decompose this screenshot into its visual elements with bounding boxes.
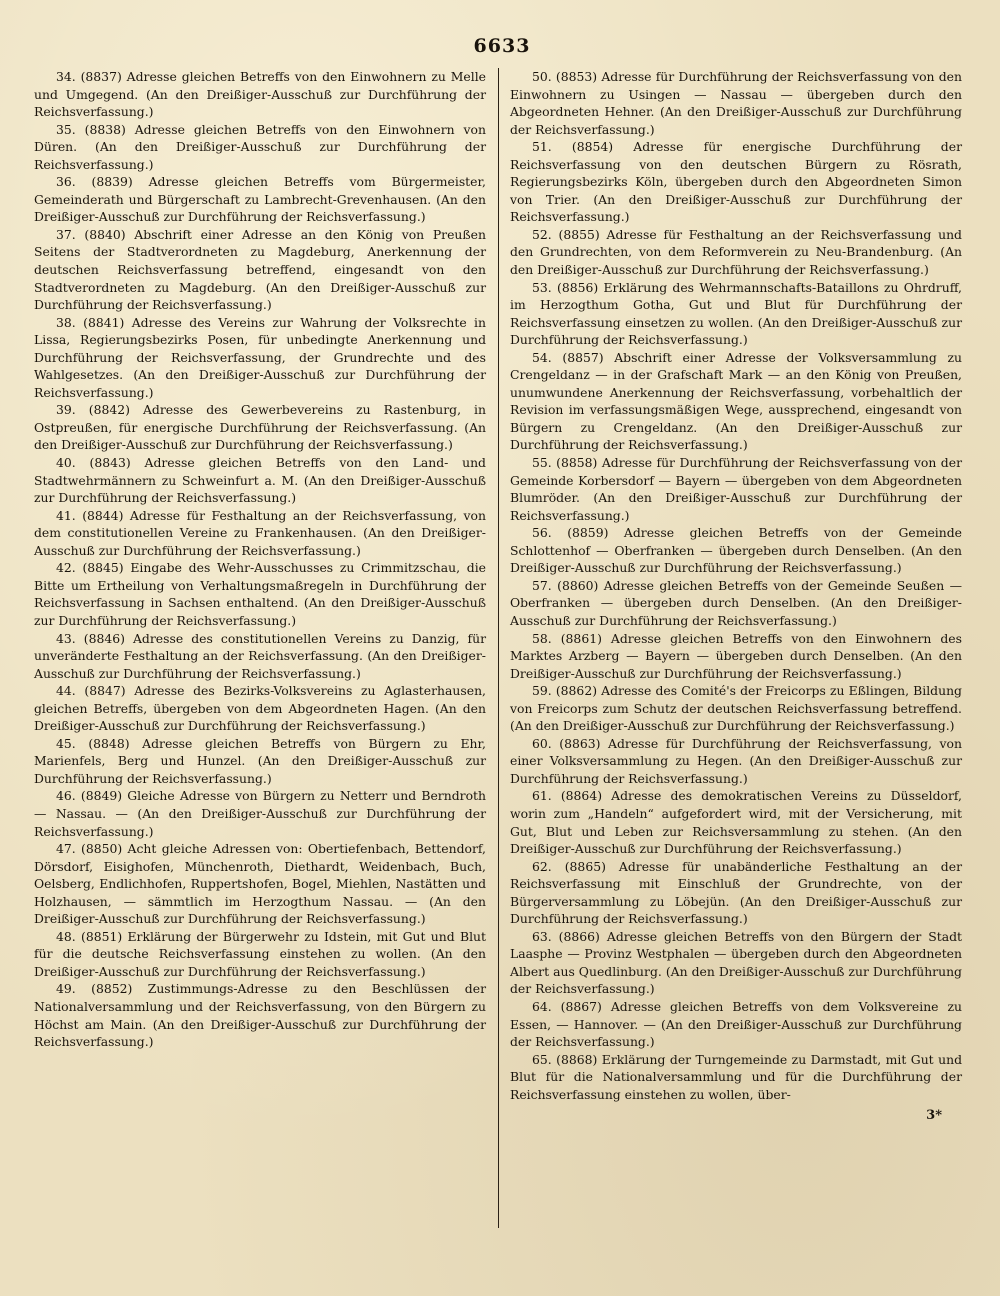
two-column-body — [34, 68, 970, 1228]
petition-entry: 43. (8846) Adresse des constitutionellen Vereins zu Danzig, für unveränderte Festhaltung an der Reichsverfassung. (An den Dreißiger-Ausschuß zur Durchführung der Reichsverfassung.) — [34, 630, 486, 681]
right-column-entries — [510, 68, 962, 1103]
petition-entry: 40. (8843) Adresse gleichen Betreffs von den Land- und Stadtwehrmännern zu Schweinfurt a. M. (An den Dreißiger-Ausschuß zur Durchführung der Reichsverfassung.) — [34, 455, 486, 506]
sheet-signature-mark: 3* — [926, 1108, 942, 1124]
petition-entry: 60. (8863) Adresse für Durchführung der Reichsverfassung, von einer Volksversammlung zu Hegen. (An den Dreißiger-Ausschuß zur Durchführung der Reichsverfassung.) — [510, 735, 962, 786]
petition-entry: 58. (8861) Adresse gleichen Betreffs von den Einwohnern des Marktes Arzberg — Bayern — übergeben durch Denselben. (An den Dreißiger-Ausschuß zur Durchführung der Reichsverfassung.) — [510, 630, 962, 681]
petition-entry: 44. (8847) Adresse des Bezirks-Volksvereins zu Aglasterhausen, gleichen Betreffs, übergeben von dem Abgeordneten Hagen. (An den Dreißiger-Ausschuß zur Durchführung der Reichsverfassung.) — [34, 683, 486, 734]
petition-entry: 47. (8850) Acht gleiche Adressen von: Obertiefenbach, Bettendorf, Dörsdorf, Eisighofen, Münchenroth, Diethardt, Weidenbach, Buch, Oelsberg, Endlichhofen, Ruppertshofen, Bogel, Miehlen, Nastätten und Holzhausen, — sämmtlich im Herzogthum Nassau. — (An den Dreißiger-Ausschuß zur Durchführung der Reichsverfassung.) — [34, 841, 486, 927]
left-column — [34, 68, 486, 1051]
petition-entry: 41. (8844) Adresse für Festhaltung an der Reichsverfassung, von dem constitutionellen Vereine zu Frankenhausen. (An den Dreißiger-Ausschuß zur Durchführung der Reichsverfassung.) — [34, 507, 486, 558]
petition-entry: 51. (8854) Adresse für energische Durchführung der Reichsverfassung von den deutschen Bürgern zu Rösrath, Regierungsbezirks Köln, übergeben durch den Abgeordneten Simon von Trier. (An den Dreißiger-Ausschuß zur Durchführung der Reichsverfassung.) — [510, 139, 962, 225]
petition-entry: 49. (8852) Zustimmungs-Adresse zu den Beschlüssen der Nationalversammlung und der Reichsverfassung, von den Bürgern zu Höchst am Main. (An den Dreißiger-Ausschuß zur Durchführung der Reichsverfassung.) — [34, 981, 486, 1050]
right-column — [510, 68, 962, 1125]
petition-entry: 46. (8849) Gleiche Adresse von Bürgern zu Netterr und Berndroth — Nassau. — (An den Dreißiger-Ausschuß zur Durchführung der Reichsverfassung.) — [34, 788, 486, 839]
petition-entry: 62. (8865) Adresse für unabänderliche Festhaltung an der Reichsverfassung mit Einschluß der Grundrechte, von der Bürgerversammlung zu Löbejün. (An den Dreißiger-Ausschuß zur Durchführung der Reichsverfassung.) — [510, 858, 962, 927]
petition-entry: 38. (8841) Adresse des Vereins zur Wahrung der Volksrechte in Lissa, Regierungsbezirks Posen, für unbedingte Anerkennung und Durchführung der Reichsverfassung, der Grundrechte und des Wahlgesetzes. (An den Dreißiger-Ausschuß zur Durchführung der Reichsverfassung.) — [34, 314, 486, 400]
petition-entry: 48. (8851) Erklärung der Bürgerwehr zu Idstein, mit Gut und Blut für die deutsche Reichsverfassung einstehen zu wollen. (An den Dreißiger-Ausschuß zur Durchführung der Reichsverfassung.) — [34, 928, 486, 979]
column-divider — [498, 68, 500, 1228]
petition-entry: 37. (8840) Abschrift einer Adresse an den König von Preußen Seitens der Stadtverordneten zu Magdeburg, Anerkennung der deutschen Reichsverfassung betreffend, eingesandt von den Stadtverordneten zu Magdeburg. (An den Dreißiger-Ausschuß zur Durchführung der Reichsverfassung.) — [34, 226, 486, 313]
petition-entry: 65. (8868) Erklärung der Turngemeinde zu Darmstadt, mit Gut und Blut für die Nationalversammlung und für die Durchführung der Reichsverfassung einstehen zu wollen, über- — [510, 1051, 962, 1102]
petition-entry: 35. (8838) Adresse gleichen Betreffs von den Einwohnern von Düren. (An den Dreißiger-Ausschuß zur Durchführung der Reichsverfassung.) — [34, 121, 486, 172]
petition-entry: 42. (8845) Eingabe des Wehr-Ausschusses zu Crimmitzschau, die Bitte um Ertheilung von Verhaltungsmaßregeln in Durchführung der Reichsverfassung in Sachsen enthaltend. (An den Dreißiger-Ausschuß zur Durchführung der Reichsverfassung.) — [34, 560, 486, 628]
petition-entry: 61. (8864) Adresse des demokratischen Vereins zu Düsseldorf, worin zum „Handeln“ aufgefordert wird, mit der Versicherung, mit Gut, Blut und Leben zur Reichsversammlung zu stehen. (An den Dreißiger-Ausschuß zur Durchführung der Reichsverfassung.) — [510, 788, 962, 857]
petition-entry: 36. (8839) Adresse gleichen Betreffs vom Bürgermeister, Gemeinderath und Bürgerschaft zu Lambrecht-Grevenhausen. (An den Dreißiger-Ausschuß zur Durchführung der Reichsverfassung.) — [34, 174, 486, 225]
petition-entry: 57. (8860) Adresse gleichen Betreffs von der Gemeinde Seußen — Oberfranken — übergeben durch Denselben. (An den Dreißiger-Ausschuß zur Durchführung der Reichsverfassung.) — [510, 577, 962, 628]
petition-entry: 53. (8856) Erklärung des Wehrmannschafts-Bataillons zu Ohrdruff, im Herzogthum Gotha, Gut und Blut für Durchführung der Reichsverfassung einsetzen zu wollen. (An den Dreißiger-Ausschuß zur Durchführung der Reichsverfassung.) — [510, 279, 962, 348]
petition-entry: 55. (8858) Adresse für Durchführung der Reichsverfassung von der Gemeinde Korbersdorf — Bayern — übergeben von dem Abgeordneten Blumröder. (An den Dreißiger-Ausschuß zur Durchführung der Reichsverfassung.) — [510, 455, 962, 523]
petition-entry: 64. (8867) Adresse gleichen Betreffs von dem Volksvereine zu Essen, — Hannover. — (An den Dreißiger-Ausschuß zur Durchführung der Reichsverfassung.) — [510, 998, 962, 1050]
petition-entry: 34. (8837) Adresse gleichen Betreffs von den Einwohnern zu Melle und Umgegend. (An den Dreißiger-Ausschuß zur Durchführung der Reichsverfassung.) — [34, 69, 486, 120]
petition-entry: 45. (8848) Adresse gleichen Betreffs von Bürgern zu Ehr, Marienfels, Berg und Hunzel. (An den Dreißiger-Ausschuß zur Durchführung der Reichsverfassung.) — [34, 735, 486, 786]
petition-entry: 56. (8859) Adresse gleichen Betreffs von der Gemeinde Schlottenhof — Oberfranken — übergeben durch Denselben. (An den Dreißiger-Ausschuß zur Durchführung der Reichsverfassung.) — [510, 525, 962, 576]
petition-entry: 59. (8862) Adresse des Comité's der Freicorps zu Eßlingen, Bildung von Freicorps zum Schutz der deutschen Reichsverfassung betreffend. (An den Dreißiger-Ausschuß zur Durchführung der Reichsverfassung.) — [510, 683, 962, 734]
petition-entry: 39. (8842) Adresse des Gewerbevereins zu Rastenburg, in Ostpreußen, für energische Durchführung der Reichsverfassung. (An den Dreißiger-Ausschuß zur Durchführung der Reichsverfassung.) — [34, 402, 486, 453]
petition-entry: 50. (8853) Adresse für Durchführung der Reichsverfassung von den Einwohnern zu Usingen — Nassau — übergeben durch den Abgeordneten Hehner. (An den Dreißiger-Ausschuß zur Durchführung der Reichsverfassung.) — [510, 69, 962, 137]
petition-entry: 52. (8855) Adresse für Festhaltung an der Reichsverfassung und den Grundrechten, von dem Reformverein zu Neu-Brandenburg. (An den Dreißiger-Ausschuß zur Durchführung der Reichsverfassung.) — [510, 226, 962, 278]
petition-entry: 54. (8857) Abschrift einer Adresse der Volksversammlung zu Crengeldanz — in der Grafschaft Mark — an den König von Preußen, unumwundene Anerkennung der Reichsverfassung, vorbehaltlich der Revision im verfassungsmäßigen Wege, aussprechend, eingesandt von Bürgern zu Crengeldanz. (An den Dreißiger-Ausschuß zur Durchführung der Reichsverfassung.) — [510, 349, 962, 453]
petition-entry: 63. (8866) Adresse gleichen Betreffs von den Bürgern der Stadt Laasphe — Provinz Westphalen — übergeben durch den Abgeordneten Albert aus Quedlinburg. (An den Dreißiger-Ausschuß zur Durchführung der Reichsverfassung.) — [510, 928, 962, 997]
page-number: 6633 — [473, 35, 531, 57]
